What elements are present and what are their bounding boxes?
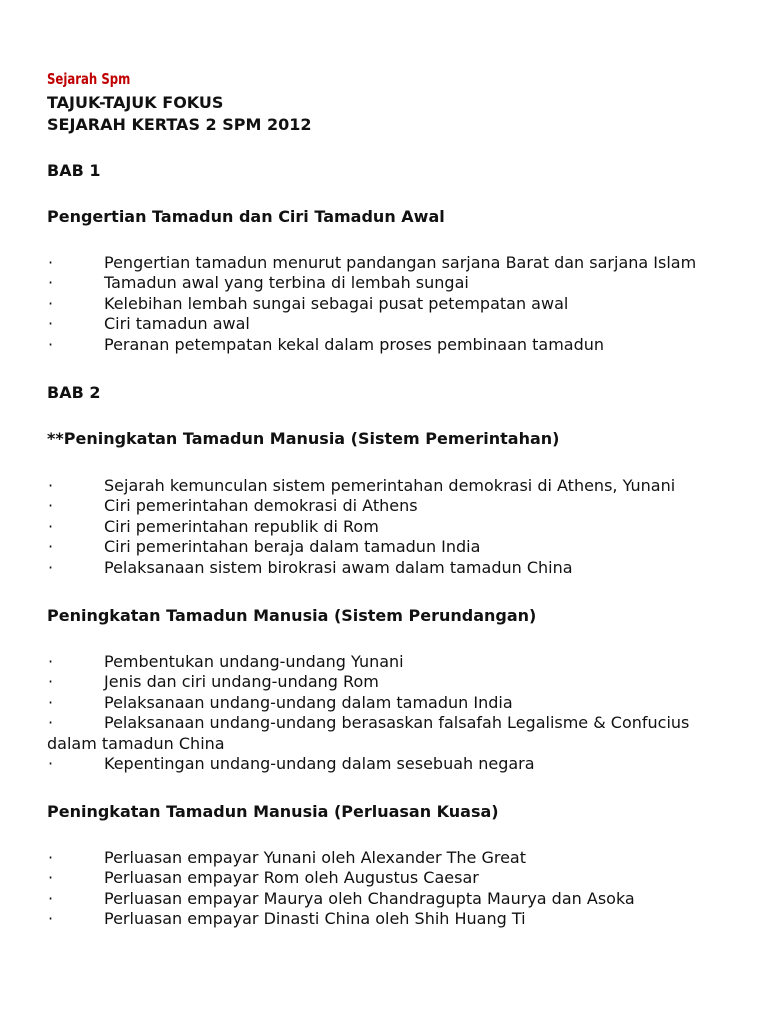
bullet-icon: · bbox=[48, 273, 54, 292]
bullet-icon: · bbox=[48, 476, 54, 495]
chapter-label-bab1: BAB 1 bbox=[47, 161, 101, 180]
bullet-icon: · bbox=[48, 558, 54, 577]
chapter-label-bab2: BAB 2 bbox=[47, 383, 101, 402]
document-title: TAJUK-TAJUK FOKUS bbox=[47, 93, 224, 112]
list-item-continuation: dalam tamadun China bbox=[47, 734, 225, 753]
section-heading-tamadun-awal: Pengertian Tamadun dan Ciri Tamadun Awal bbox=[47, 207, 445, 226]
list-item: · Pelaksanaan undang-undang berasaskan falsafah Legalisme & Confucius bbox=[48, 713, 690, 732]
list-item: · Peranan petempatan kekal dalam proses pembinaan tamadun bbox=[48, 335, 605, 354]
section-heading-perluasan-kuasa: Peningkatan Tamadun Manusia (Perluasan Kuasa) bbox=[47, 802, 499, 821]
bullet-icon: · bbox=[48, 713, 54, 732]
list-item: · Perluasan empayar Dinasti China oleh Shih Huang Ti bbox=[48, 909, 526, 928]
bullet-icon: · bbox=[48, 672, 54, 691]
bullet-icon: · bbox=[48, 537, 54, 556]
blog-title[interactable]: Sejarah Spm bbox=[47, 70, 131, 88]
list-item: · Perluasan empayar Yunani oleh Alexander The Great bbox=[48, 848, 527, 867]
section-heading-pemerintahan: **Peningkatan Tamadun Manusia (Sistem Pemerintahan) bbox=[47, 429, 560, 448]
list-item: · Sejarah kemunculan sistem pemerintahan demokrasi di Athens, Yunani bbox=[48, 476, 676, 495]
list-item: · Tamadun awal yang terbina di lembah sungai bbox=[48, 273, 469, 292]
list-item: · Jenis dan ciri undang-undang Rom bbox=[48, 672, 379, 691]
document-subtitle: SEJARAH KERTAS 2 SPM 2012 bbox=[47, 115, 312, 134]
bullet-icon: · bbox=[48, 517, 54, 536]
bullet-icon: · bbox=[48, 848, 54, 867]
section-heading-perundangan: Peningkatan Tamadun Manusia (Sistem Perundangan) bbox=[47, 606, 537, 625]
list-item: · Kepentingan undang-undang dalam sesebuah negara bbox=[48, 754, 535, 773]
bullet-icon: · bbox=[48, 754, 54, 773]
list-item: · Ciri pemerintahan republik di Rom bbox=[48, 517, 379, 536]
list-item: · Kelebihan lembah sungai sebagai pusat petempatan awal bbox=[48, 294, 569, 313]
bullet-icon: · bbox=[48, 889, 54, 908]
bullet-icon: · bbox=[48, 693, 54, 712]
list-item: · Pembentukan undang-undang Yunani bbox=[48, 652, 404, 671]
list-item: · Ciri pemerintahan beraja dalam tamadun India bbox=[48, 537, 481, 556]
bullet-icon: · bbox=[48, 909, 54, 928]
list-item: · Perluasan empayar Rom oleh Augustus Caesar bbox=[48, 868, 479, 887]
list-item: · Pelaksanaan undang-undang dalam tamadun India bbox=[48, 693, 513, 712]
bullet-icon: · bbox=[48, 652, 54, 671]
list-item: · Perluasan empayar Maurya oleh Chandragupta Maurya dan Asoka bbox=[48, 889, 635, 908]
bullet-icon: · bbox=[48, 253, 54, 272]
list-item: · Ciri pemerintahan demokrasi di Athens bbox=[48, 496, 418, 515]
bullet-icon: · bbox=[48, 335, 54, 354]
bullet-icon: · bbox=[48, 294, 54, 313]
list-item: · Ciri tamadun awal bbox=[48, 314, 250, 333]
bullet-icon: · bbox=[48, 496, 54, 515]
list-item: · Pelaksanaan sistem birokrasi awam dalam tamadun China bbox=[48, 558, 573, 577]
list-item: · Pengertian tamadun menurut pandangan sarjana Barat dan sarjana Islam bbox=[48, 253, 697, 272]
bullet-icon: · bbox=[48, 314, 54, 333]
bullet-icon: · bbox=[48, 868, 54, 887]
